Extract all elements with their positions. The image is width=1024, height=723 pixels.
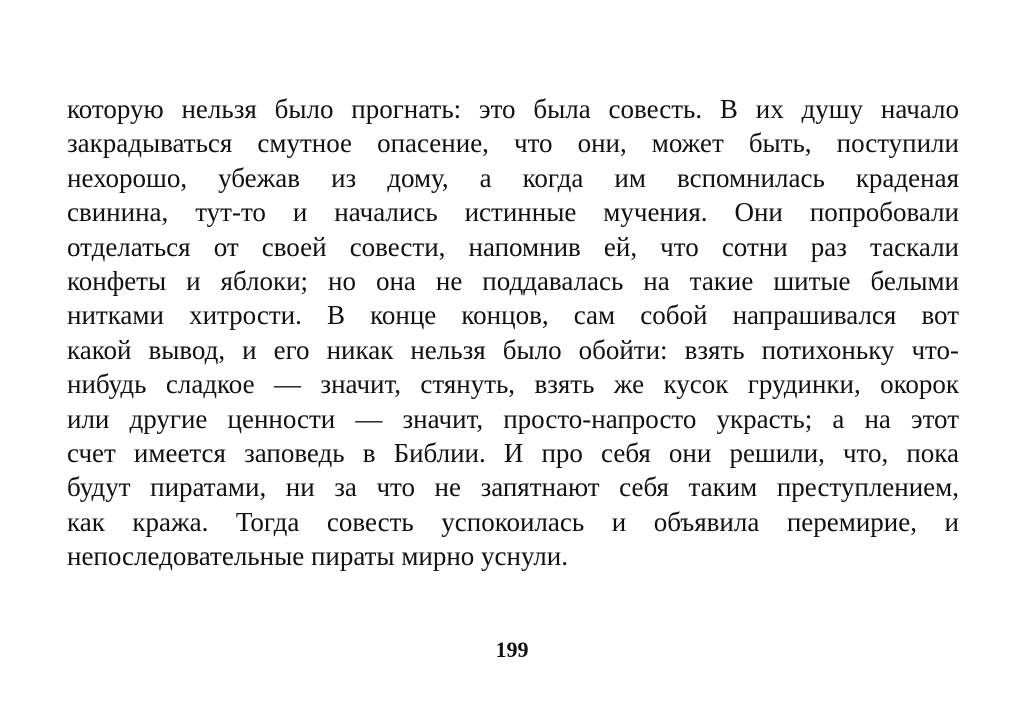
text-line: непоследовательные пираты мирно уснули. [67,541,568,572]
text-line: счет имеется заповедь в Библии. И про себя они решили, что, пока [67,437,959,468]
text-line: как кража. Тогда совесть успокоилась и объявила перемирие, и [67,506,959,537]
body-paragraph [67,92,959,573]
text-line: отделаться от своей совести, напомнив ей, что сотни раз таскали [67,231,959,262]
text-line: конфеты и яблоки; но она не поддавалась на такие шитые белыми [67,265,959,296]
text-line: нибудь сладкое — значит, стянуть, взять же кусок грудинки, окорок [67,369,959,400]
text-line: нехорошо, убежав из дому, а когда им вспомнилась краденая [67,162,959,193]
text-line: какой вывод, и его никак нельзя было обойти: взять потихоньку что- [67,334,959,365]
text-line: свинина, тут-то и начались истинные мучения. Они попробовали [67,197,959,228]
text-line: нитками хитрости. В конце концов, сам собой напрашивался вот [67,300,959,331]
text-line: которую нельзя было прогнать: это была совесть. В их душу начало [67,94,959,124]
text-line: будут пиратами, ни за что не запятнают себя таким преступлением, [67,472,959,503]
text-line: или другие ценности — значит, просто-напросто украсть; а на этот [67,403,959,434]
text-line: закрадываться смутное опасение, что они, может быть, поступили [67,128,959,159]
page-number: 199 [495,637,529,662]
